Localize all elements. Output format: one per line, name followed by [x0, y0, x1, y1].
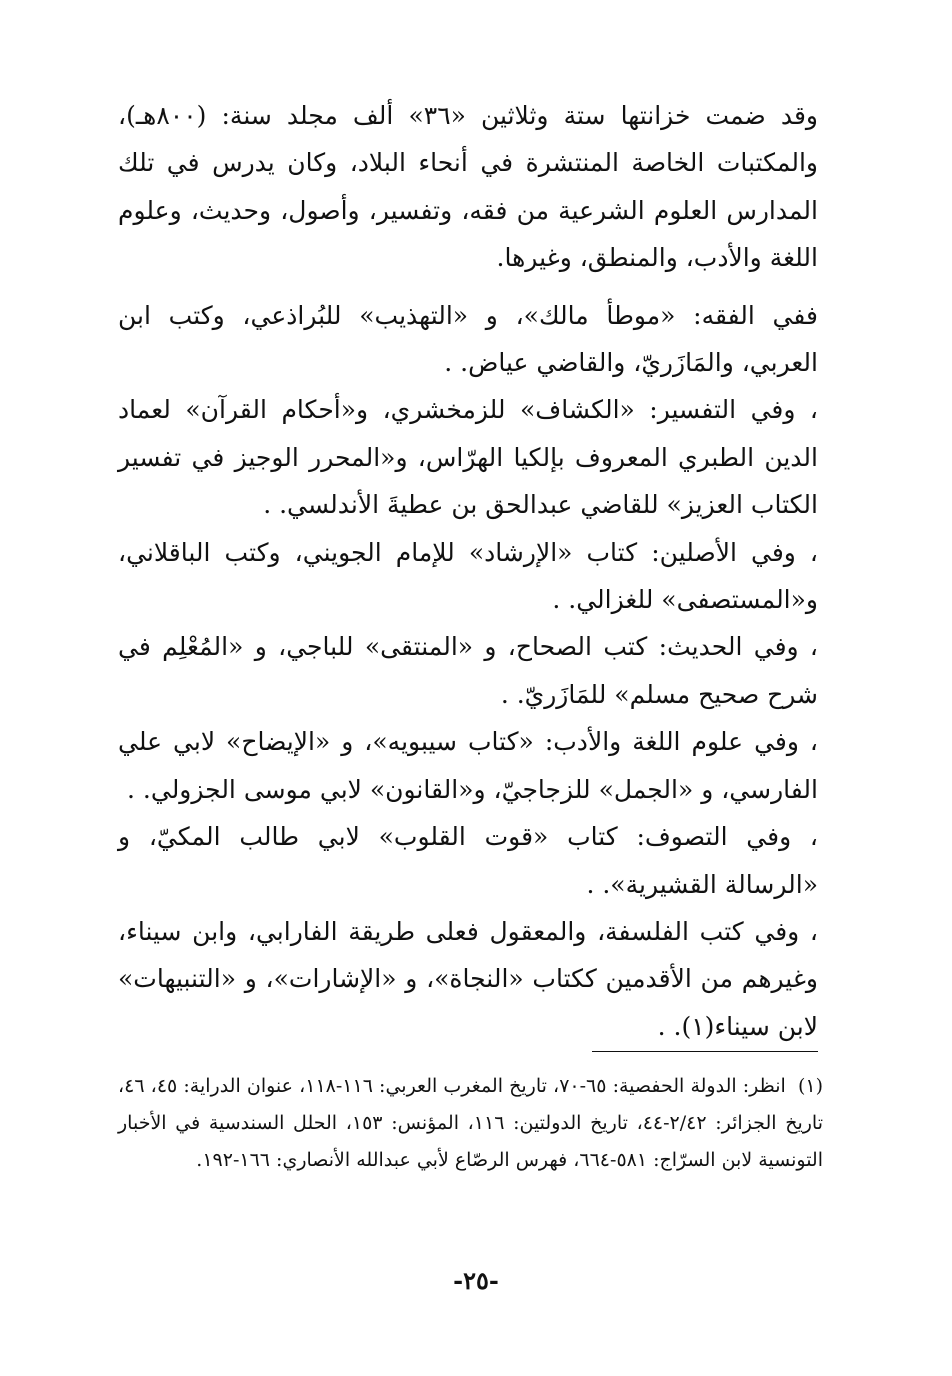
paragraph-intro: وقد ضمت خزانتها ستة وثلاثين «٣٦» ألف مجلد سنة: (٨٠٠هـ)، والمكتبات الخاصة المنتشرة في أنحاء البلاد، وكان يدرس في تلك المدارس العلوم الشرعية من فقه، وتفسير، وأصول، وحديث، وعلوم اللغة والأدب، والمنطق، وغيرها. — [118, 101, 818, 273]
paragraph-usul: ، وفي الأصلين: كتاب «الإرشاد» للإمام الجويني، وكتب الباقلاني، و«المستصفى» للغزالي. . — [118, 537, 818, 615]
paragraph-sufism: ، وفي التصوف: كتاب «قوت القلوب» لابي طالب المكيّ، و «الرسالة القشيرية». . — [118, 822, 818, 899]
paragraph-hadith: ، وفي الحديث: كتب الصحاح، و «المنتقى» للباجي، و «المُعْلِم في شرح صحيح مسلم» للمَازَريّ. . — [118, 632, 818, 709]
footnote — [118, 1068, 823, 1179]
footnote-number: (١) — [797, 1075, 823, 1097]
main-text — [118, 92, 818, 1050]
page-number: -٢٥- — [453, 1266, 499, 1295]
footnote-divider — [592, 1051, 818, 1052]
paragraph-fiqh: ففي الفقه: «موطأ مالك»، و «التهذيب» للبُراذعي، وكتب ابن العربي، والمَازَريّ، والقاضي عياض. . — [118, 300, 818, 378]
footnote-text: انظر: الدولة الحفصية: ٦٥-٧٠، تاريخ المغرب العربي: ١١٦-١١٨، عنوان الدراية: ٤٥، ٤٦، تاريخ الجزائر: ٢/٤٢-٤٤، تاريخ الدولتين: ١١٦، المؤنس: ١٥٣، الحلل السندسية في الأخبار التونسية لابن السرّاج: ٥٨١-٦٦٤، فهرس الرصّاع لأبي عبدالله الأنصاري: ١٦٦-١٩٢. — [118, 1075, 823, 1171]
paragraph-language: ، وفي علوم اللغة والأدب: «كتاب سيبويه»، و «الإيضاح» لابي علي الفارسي، و «الجمل» للزجاجيّ، و«القانون» لابي موسى الجزولي. . — [118, 727, 818, 804]
paragraph-philosophy: ، وفي كتب الفلسفة، والمعقول فعلى طريقة الفارابي، وابن سيناء، وغيرهم من الأقدمين ككتاب «النجاة»، و «الإشارات»، و «التنبيهات» لابن سيناء(١). . — [118, 916, 818, 1041]
paragraph-tafsir: ، وفي التفسير: «الكشاف» للزمخشري، و«أحكام القرآن» لعماد الدين الطبري المعروف بإلكيا الهرّاس، و«المحرر الوجيز في تفسير الكتاب العزيز» للقاضي عبدالحق بن عطيةَ الأندلسي. . — [118, 395, 818, 520]
